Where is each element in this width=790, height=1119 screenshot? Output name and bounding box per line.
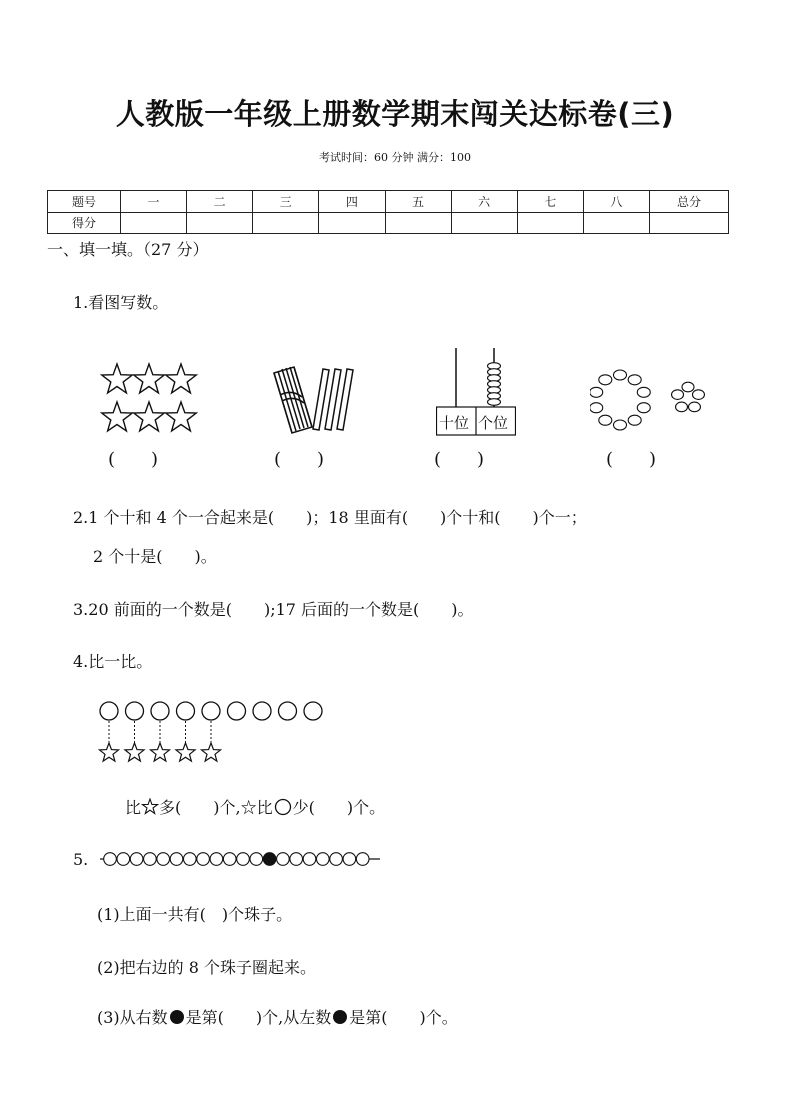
compare-star xyxy=(99,743,118,761)
white-bead xyxy=(303,853,316,866)
header-cell: 一 xyxy=(121,191,187,213)
score-cell[interactable] xyxy=(517,212,583,234)
score-cell[interactable] xyxy=(583,212,649,234)
ring-bead xyxy=(614,370,627,380)
white-bead xyxy=(184,853,197,866)
header-cell: 三 xyxy=(253,191,319,213)
compare-circle xyxy=(202,702,220,720)
circles-row xyxy=(100,702,322,720)
stars-row xyxy=(99,721,220,761)
white-bead xyxy=(210,853,223,866)
exam-info: 考试时间：60 分钟 满分：100 xyxy=(319,151,471,164)
white-bead xyxy=(290,853,303,866)
compare-picture xyxy=(95,695,335,770)
score-cell[interactable] xyxy=(187,212,253,234)
q2-line2: 2 个十是( )。 xyxy=(93,547,217,566)
compare-circle xyxy=(177,702,195,720)
white-bead xyxy=(117,853,130,866)
five-bead-ring xyxy=(672,382,705,411)
ring-bead xyxy=(628,415,641,425)
ring-bead xyxy=(676,402,688,412)
ring-bead xyxy=(590,387,603,397)
stars-picture xyxy=(95,340,215,440)
score-table-header-row xyxy=(48,191,729,213)
compare-circle xyxy=(126,702,144,720)
bead-rings-picture xyxy=(590,360,720,440)
header-cell: 七 xyxy=(517,191,583,213)
compare-text: ☆比 xyxy=(240,798,273,817)
white-bead xyxy=(197,853,210,866)
compare-circle xyxy=(279,702,297,720)
black-bead-icon xyxy=(331,1008,349,1026)
ring-bead xyxy=(599,415,612,425)
header-cell: 二 xyxy=(187,191,253,213)
score-cell[interactable] xyxy=(650,212,729,234)
header-cell: 题号 xyxy=(48,191,121,213)
ten-bead-ring xyxy=(590,370,650,430)
white-bead xyxy=(144,853,157,866)
score-cell[interactable] xyxy=(253,212,319,234)
white-bead xyxy=(157,853,170,866)
ones-label: 个位 xyxy=(478,414,509,432)
white-bead xyxy=(104,853,117,866)
header-cell: 六 xyxy=(451,191,517,213)
sub3-text: 是第( )个。 xyxy=(349,1008,458,1027)
header-cell: 五 xyxy=(385,191,451,213)
compare-circle xyxy=(228,702,246,720)
compare-circle xyxy=(253,702,271,720)
compare-circle xyxy=(304,702,322,720)
header-cell: 八 xyxy=(583,191,649,213)
q5-sub1: (1)上面一共有( )个珠子。 xyxy=(97,905,293,924)
white-bead xyxy=(237,853,250,866)
star-icon xyxy=(166,402,196,431)
sticks-bundle-picture xyxy=(268,355,363,445)
star-icon xyxy=(141,798,159,816)
compare-star xyxy=(176,743,195,761)
q4-compare-line xyxy=(125,795,385,818)
white-bead xyxy=(343,853,356,866)
ring-bead xyxy=(590,403,603,413)
section-heading: 一、填一填。（27 分） xyxy=(47,240,209,259)
q1-label: 1.看图写数。 xyxy=(73,293,169,312)
abacus xyxy=(436,345,516,440)
star-icon xyxy=(102,402,132,431)
score-cell[interactable] xyxy=(319,212,385,234)
q3-text: 3.20 前面的一个数是( );17 后面的一个数是( )。 xyxy=(73,600,474,619)
star-icon xyxy=(102,364,132,393)
compare-star xyxy=(201,743,220,761)
stars-group xyxy=(102,364,196,431)
ring-bead xyxy=(692,390,704,400)
ones-beads xyxy=(488,363,501,406)
circle-icon xyxy=(273,798,293,816)
white-bead xyxy=(277,853,290,866)
bundle-sticks xyxy=(274,367,312,433)
q2-line1: 2.1 个十和 4 个一合起来是( )；18 里面有( )个十和( )个一； xyxy=(73,508,587,527)
bead-string-picture xyxy=(98,846,383,874)
compare-star xyxy=(125,743,144,761)
score-table-score-row xyxy=(48,212,729,234)
white-bead xyxy=(356,853,369,866)
white-bead xyxy=(130,853,143,866)
row-label: 得分 xyxy=(48,212,121,234)
white-bead xyxy=(250,853,263,866)
compare-circle xyxy=(100,702,118,720)
ring-bead xyxy=(682,382,694,392)
black-bead xyxy=(263,853,276,866)
score-cell[interactable] xyxy=(451,212,517,234)
ring-bead xyxy=(688,402,700,412)
compare-star xyxy=(150,743,169,761)
black-bead-icon xyxy=(168,1008,186,1026)
answer-blank[interactable]: ( ) xyxy=(434,449,485,470)
score-cell[interactable] xyxy=(385,212,451,234)
header-cell: 四 xyxy=(319,191,385,213)
ring-bead xyxy=(672,390,684,400)
star-icon xyxy=(166,364,196,393)
answer-blank[interactable]: ( ) xyxy=(606,449,657,470)
white-bead xyxy=(170,853,183,866)
ring-bead xyxy=(637,403,650,413)
tens-label: 十位 xyxy=(439,414,470,432)
white-bead xyxy=(317,853,330,866)
ring-bead xyxy=(637,387,650,397)
ring-bead xyxy=(628,375,641,385)
sub3-text: (3)从右数 xyxy=(97,1008,168,1027)
abacus-bead xyxy=(488,399,501,406)
q5-sub2: (2)把右边的 8 个珠子圈起来。 xyxy=(97,958,317,977)
score-cell[interactable] xyxy=(121,212,187,234)
sub3-text: 是第( )个,从左数 xyxy=(185,1008,332,1027)
q5-label: 5. xyxy=(73,850,89,869)
white-bead xyxy=(223,853,236,866)
star-icon xyxy=(134,364,164,393)
ring-bead xyxy=(599,375,612,385)
score-table xyxy=(47,190,729,234)
q5-sub3 xyxy=(97,1005,458,1028)
answer-blank[interactable]: ( ) xyxy=(274,449,325,470)
beads xyxy=(104,853,369,866)
answer-blank[interactable]: ( ) xyxy=(108,449,159,470)
header-cell: 总分 xyxy=(650,191,729,213)
compare-text: 多( )个, xyxy=(159,798,241,817)
compare-text: 少( )个。 xyxy=(292,798,386,817)
ring-bead xyxy=(614,420,627,430)
q4-label: 4.比一比。 xyxy=(73,652,153,671)
compare-text: 比 xyxy=(125,798,142,817)
white-bead xyxy=(330,853,343,866)
compare-circle xyxy=(151,702,169,720)
page-title: 人教版一年级上册数学期末闯关达标卷(三) xyxy=(115,97,675,131)
star-icon xyxy=(134,402,164,431)
